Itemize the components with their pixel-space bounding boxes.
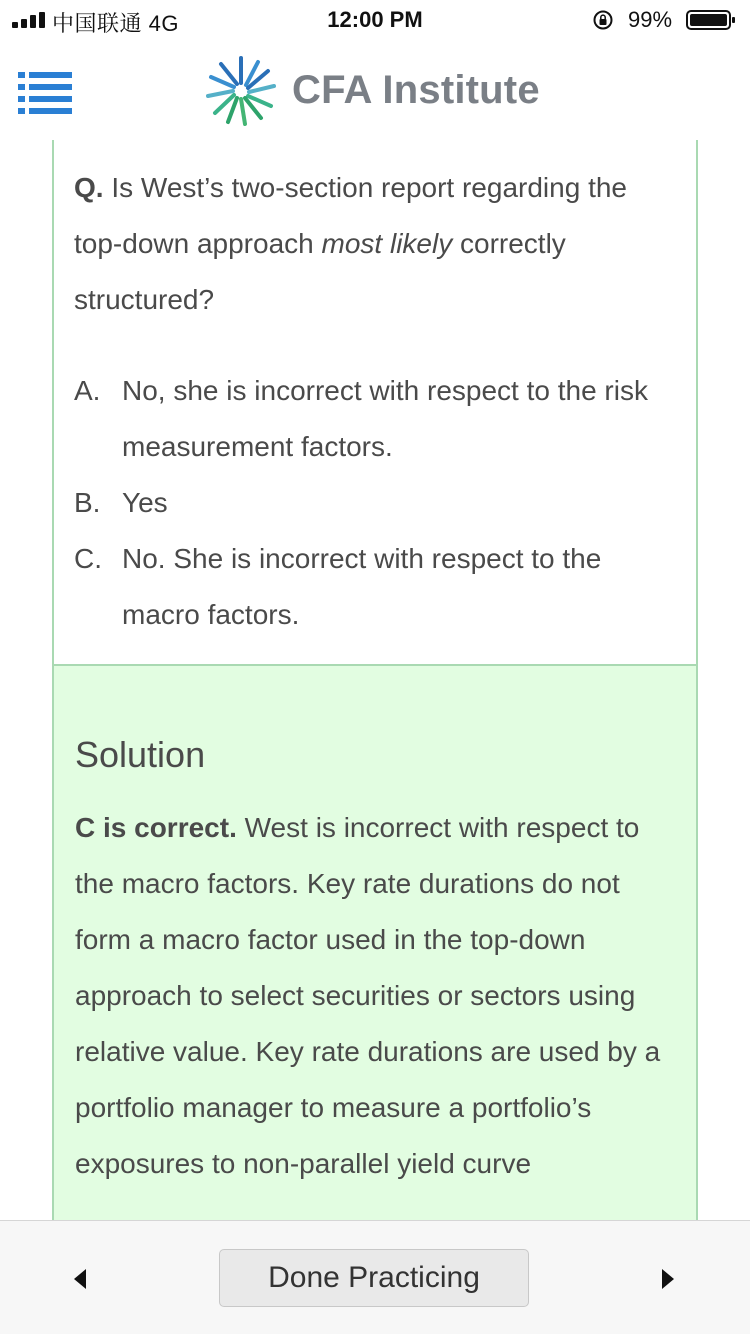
list-menu-icon[interactable] [18, 70, 72, 114]
brand-name: CFA Institute [292, 68, 540, 112]
solution-explanation: West is incorrect with respect to the macro factors. Key rate durations do not form a macro factor used in the top-down approach to select securities or sectors using relative value. Key rate durations are used by a portfolio manager to measure a portfolio’s exposures to non-parallel yield curve [75, 812, 661, 1179]
practice-content [52, 140, 698, 1220]
solution-panel [54, 664, 696, 1220]
question-label: Q. [74, 172, 104, 203]
cfa-starburst-logo-icon [205, 55, 277, 127]
rotation-lock-icon [592, 9, 614, 31]
carrier-label: 中国联通 4G [52, 11, 179, 36]
solution-verdict: C is correct. [75, 812, 237, 843]
question-text [74, 160, 674, 328]
answer-option-b[interactable] [74, 475, 684, 531]
question-block [54, 140, 696, 664]
app-header [0, 40, 750, 140]
answer-list [74, 363, 684, 643]
question-emphasis: most likely [321, 228, 453, 259]
answer-option-c[interactable] [74, 531, 684, 643]
status-time: 12:00 PM [327, 7, 423, 32]
battery-percentage: 99% [628, 7, 673, 32]
solution-text [75, 800, 680, 1192]
question-text-part-2: correctly structured? [74, 228, 566, 315]
status-bar [0, 0, 750, 40]
answer-option-a[interactable] [74, 363, 684, 475]
battery-icon [686, 10, 736, 30]
answer-text: No, she is incorrect with respect to the risk measurement factors. [122, 375, 648, 462]
answer-letter: B. [74, 487, 101, 518]
triangle-right-icon[interactable] [654, 1265, 682, 1293]
answer-text: No. She is incorrect with respect to the macro factors. [122, 543, 602, 630]
solution-title: Solution [75, 734, 206, 775]
answer-text: Yes [122, 487, 168, 518]
answer-letter: C. [74, 543, 102, 574]
answer-letter: A. [74, 375, 101, 406]
question-text-part-1: Is West’s two-section report regarding the top-down approach [74, 172, 627, 259]
bottom-toolbar [0, 1220, 750, 1334]
triangle-left-icon[interactable] [66, 1265, 94, 1293]
done-practicing-button[interactable]: Done Practicing [219, 1249, 529, 1307]
